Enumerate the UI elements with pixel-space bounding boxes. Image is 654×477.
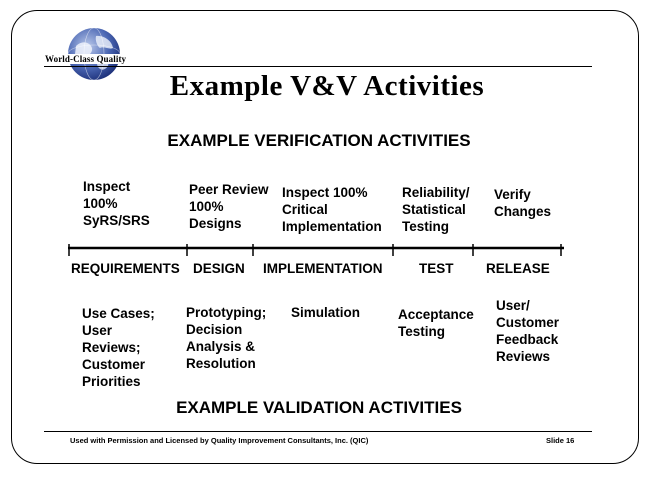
verification-item-release: Verify Changes (494, 187, 552, 219)
phase-implementation: IMPLEMENTATION (263, 261, 383, 276)
validation-heading: EXAMPLE VALIDATION ACTIVITIES (176, 398, 462, 417)
slide-title: Example V&V Activities (169, 70, 485, 102)
phase-requirements: REQUIREMENTS (71, 261, 180, 276)
phase-timeline (68, 244, 564, 258)
header-divider (44, 66, 592, 67)
verification-item-design: Peer Review 100% Designs (189, 182, 269, 231)
footer-divider (44, 431, 592, 432)
brand-name: World-Class Quality (45, 54, 127, 64)
footer-attribution: Used with Permission and Licensed by Quality Improvement Consultants, Inc. (QIC) (70, 436, 369, 445)
verification-item-implementation: Inspect 100% Critical Implementation (282, 185, 382, 234)
phase-test: TEST (419, 261, 454, 276)
validation-item-implementation: Simulation (291, 305, 361, 320)
verification-item-test: Reliability/ Statistical Testing (402, 185, 470, 234)
verification-heading: EXAMPLE VERIFICATION ACTIVITIES (167, 131, 471, 150)
phase-design: DESIGN (193, 261, 245, 276)
phase-release: RELEASE (486, 261, 550, 276)
slide-number: Slide 16 (546, 436, 575, 445)
validation-item-release: User/ Customer Feedback Reviews (496, 298, 560, 364)
validation-item-design: Prototyping; Decision Analysis & Resolution (186, 305, 267, 371)
verification-item-requirements: Inspect 100% SyRS/SRS (83, 179, 150, 228)
validation-item-requirements: Use Cases; User Reviews; Customer Priorities (82, 306, 155, 389)
validation-item-test: Acceptance Testing (398, 307, 474, 339)
